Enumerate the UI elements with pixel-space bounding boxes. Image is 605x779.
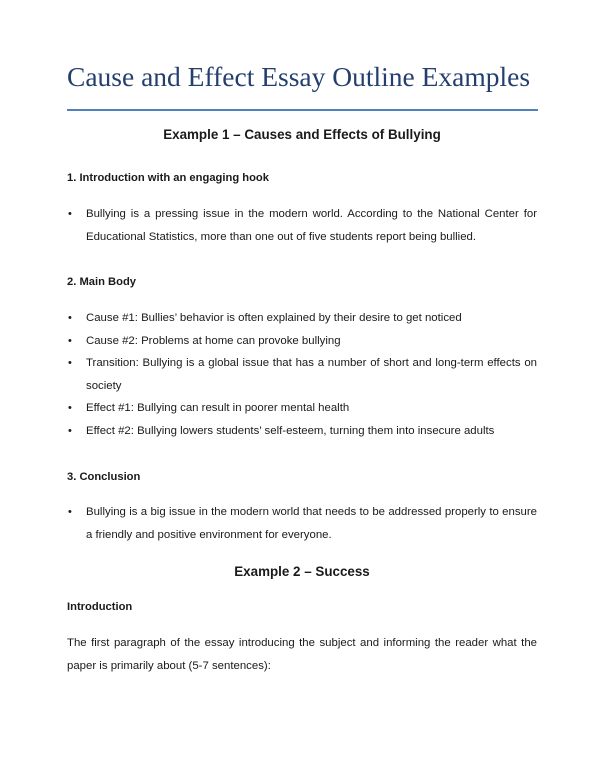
list-item-text: Cause #1: Bullies’ behavior is often explained by their desire to get noticed (86, 312, 462, 324)
example-1-heading: Example 1 – Causes and Effects of Bullying (163, 127, 441, 142)
list-item (67, 501, 537, 546)
example-1-intro-label: 1. Introduction with an engaging hook (67, 172, 269, 184)
list-item (67, 307, 537, 330)
example-1-conclusion-label: 3. Conclusion (67, 471, 141, 483)
title-underline-rule (67, 109, 538, 111)
bullet-icon: • (68, 506, 72, 518)
document-title: Cause and Effect Essay Outline Examples (67, 61, 531, 92)
list-item (67, 397, 537, 420)
example-2-intro-label: Introduction (67, 601, 133, 613)
example-1-body-list (67, 307, 537, 443)
list-item-text: Transition: Bullying is a global issue that has a number of short and long-term effects on society (86, 357, 537, 392)
example-2-intro-paragraph: The first paragraph of the essay introducing the subject and informing the reader what the paper is primarily about (5-7 sentences): (67, 637, 537, 672)
example-2-heading: Example 2 – Success (234, 564, 370, 579)
bullet-icon: • (68, 357, 72, 370)
list-item-text: Cause #2: Problems at home can provoke bullying (86, 334, 341, 347)
bullet-icon: • (68, 424, 72, 437)
list-item (67, 330, 537, 353)
bullet-icon: • (68, 334, 72, 347)
bullet-icon: • (68, 402, 72, 415)
bullet-icon: • (68, 312, 72, 324)
example-1-body-label: 2. Main Body (67, 276, 136, 288)
list-item-text: Bullying is a big issue in the modern world that needs to be addressed properly to ensure a friendly and positive environment for everyone. (86, 506, 537, 541)
list-item-text: Bullying is a pressing issue in the modern world. According to the National Center for Educational Statistics, more than one out of five students report being bullied. (86, 208, 537, 243)
list-item-text: Effect #1: Bullying can result in poorer mental health (86, 402, 350, 415)
example-1-intro-list (67, 203, 537, 248)
example-1-conclusion-list (67, 501, 537, 546)
bullet-icon: • (68, 208, 72, 220)
list-item (67, 352, 537, 397)
list-item-text: Effect #2: Bullying lowers students’ self-esteem, turning them into insecure adults (86, 424, 495, 437)
list-item (67, 420, 537, 443)
list-item (67, 203, 537, 248)
